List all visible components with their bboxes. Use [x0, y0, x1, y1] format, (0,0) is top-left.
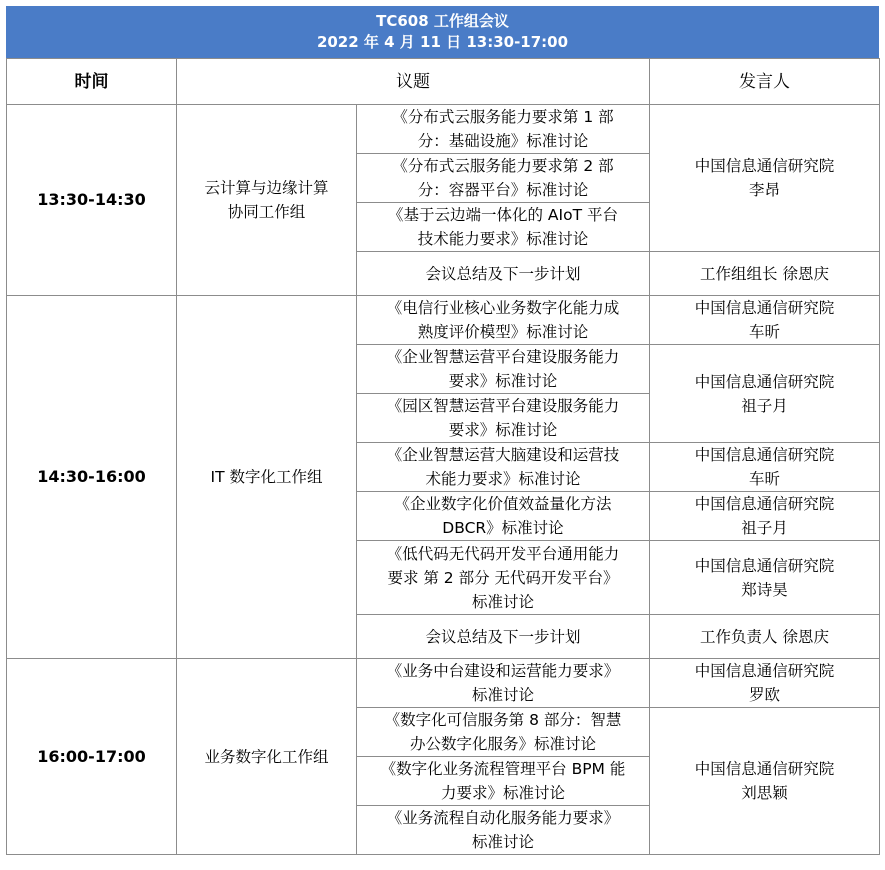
speaker-cell: 中国信息通信研究院 祖子月 [650, 345, 880, 443]
topic-cell: 《电信行业核心业务数字化能力成 熟度评价模型》标准讨论 [357, 296, 650, 345]
meeting-date: 2022 年 4 月 11 日 13:30-17:00 [316, 33, 569, 51]
speaker-cell: 中国信息通信研究院 郑诗昊 [650, 541, 880, 615]
topic-cell: 《分布式云服务能力要求第 1 部 分：基础设施》标准讨论 [357, 105, 650, 154]
session-3-time: 16:00-17:00 [7, 659, 177, 855]
speaker-cell: 中国信息通信研究院 罗欧 [650, 659, 880, 708]
agenda-banner [6, 6, 879, 58]
session-1-time: 13:30-14:30 [7, 105, 177, 296]
col-topic-header: 议题 [177, 59, 650, 105]
agenda-wrapper [6, 6, 879, 855]
topic-cell: 《企业智慧运营平台建设服务能力 要求》标准讨论 [357, 345, 650, 394]
topic-cell: 会议总结及下一步计划 [357, 252, 650, 296]
header-row [7, 59, 880, 105]
topic-cell: 《企业智慧运营大脑建设和运营技 术能力要求》标准讨论 [357, 443, 650, 492]
topic-cell: 《企业数字化价值效益量化方法 DBCR》标准讨论 [357, 492, 650, 541]
speaker-cell: 中国信息通信研究院 祖子月 [650, 492, 880, 541]
topic-cell: 《业务中台建设和运营能力要求》 标准讨论 [357, 659, 650, 708]
table-row [7, 105, 880, 154]
topic-cell: 《业务流程自动化服务能力要求》 标准讨论 [357, 806, 650, 855]
agenda-table [6, 58, 880, 855]
speaker-cell: 中国信息通信研究院 刘思颖 [650, 708, 880, 855]
table-row [7, 296, 880, 345]
session-3-group: 业务数字化工作组 [177, 659, 357, 855]
speaker-cell: 工作负责人 徐恩庆 [650, 615, 880, 659]
session-2-group: IT 数字化工作组 [177, 296, 357, 659]
topic-cell: 《分布式云服务能力要求第 2 部 分：容器平台》标准讨论 [357, 154, 650, 203]
topic-cell: 《数字化业务流程管理平台 BPM 能 力要求》标准讨论 [357, 757, 650, 806]
table-row [7, 659, 880, 708]
meeting-title: TC608 工作组会议 [376, 12, 509, 30]
session-1-group: 云计算与边缘计算 协同工作组 [177, 105, 357, 296]
topic-cell: 会议总结及下一步计划 [357, 615, 650, 659]
speaker-cell: 中国信息通信研究院 车昕 [650, 443, 880, 492]
topic-cell: 《园区智慧运营平台建设服务能力 要求》标准讨论 [357, 394, 650, 443]
speaker-cell: 工作组组长 徐恩庆 [650, 252, 880, 296]
topic-cell: 《数字化可信服务第 8 部分：智慧 办公数字化服务》标准讨论 [357, 708, 650, 757]
col-speaker-header: 发言人 [650, 59, 880, 105]
session-2-time: 14:30-16:00 [7, 296, 177, 659]
speaker-cell: 中国信息通信研究院 李昂 [650, 105, 880, 252]
topic-cell: 《基于云边端一体化的 AIoT 平台 技术能力要求》标准讨论 [357, 203, 650, 252]
speaker-cell: 中国信息通信研究院 车昕 [650, 296, 880, 345]
topic-cell: 《低代码无代码开发平台通用能力 要求 第 2 部分 无代码开发平台》 标准讨论 [357, 541, 650, 615]
col-time-header: 时间 [7, 59, 177, 105]
